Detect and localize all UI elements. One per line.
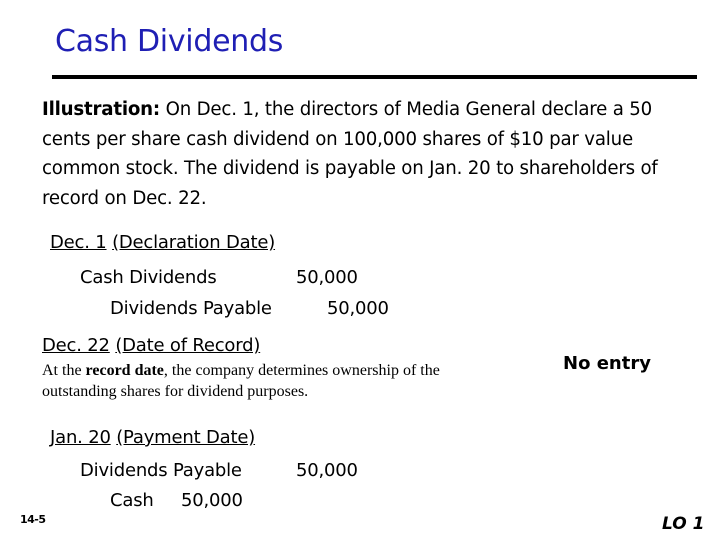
declaration-debit-amount: 50,000 <box>296 267 358 288</box>
slide-number: 14-5 <box>20 513 46 526</box>
payment-credit-account: Cash <box>110 490 154 511</box>
payment-heading <box>50 427 255 448</box>
payment-date: Jan. 20 <box>50 427 111 448</box>
declaration-credit-account: Dividends Payable <box>110 298 272 319</box>
record-note-after: , the company determines ownership of the outstanding shares for dividend purposes. <box>42 362 440 400</box>
record-label: (Date of Record) <box>115 335 261 356</box>
illustration-label: Illustration: <box>42 99 160 120</box>
illustration-paragraph <box>42 95 682 213</box>
title-divider <box>52 75 697 79</box>
declaration-credit-amount: 50,000 <box>327 298 389 319</box>
page-title: Cash Dividends <box>55 24 284 59</box>
learning-objective: LO 1 <box>662 514 705 534</box>
illustration-text: On Dec. 1, the directors of Media General declare a 50 cents per share cash dividend on 100,000 shares of $10 par value common stock. The dividend is payable on Jan. 20 to shareholders of record on Dec. 22. <box>42 99 658 209</box>
declaration-label: (Declaration Date) <box>112 232 276 253</box>
record-note-before: At the <box>42 362 86 379</box>
record-note-bold: record date <box>85 362 164 379</box>
payment-debit-amount: 50,000 <box>296 460 358 481</box>
record-date: Dec. 22 <box>42 335 110 356</box>
declaration-debit-account: Cash Dividends <box>80 267 217 288</box>
payment-credit-amount: 50,000 <box>181 490 243 511</box>
record-heading <box>42 335 260 356</box>
no-entry-label: No entry <box>563 353 651 374</box>
payment-debit-account: Dividends Payable <box>80 460 242 481</box>
record-note <box>42 360 512 402</box>
declaration-heading <box>50 232 275 253</box>
payment-label: (Payment Date) <box>116 427 256 448</box>
declaration-date: Dec. 1 <box>50 232 107 253</box>
